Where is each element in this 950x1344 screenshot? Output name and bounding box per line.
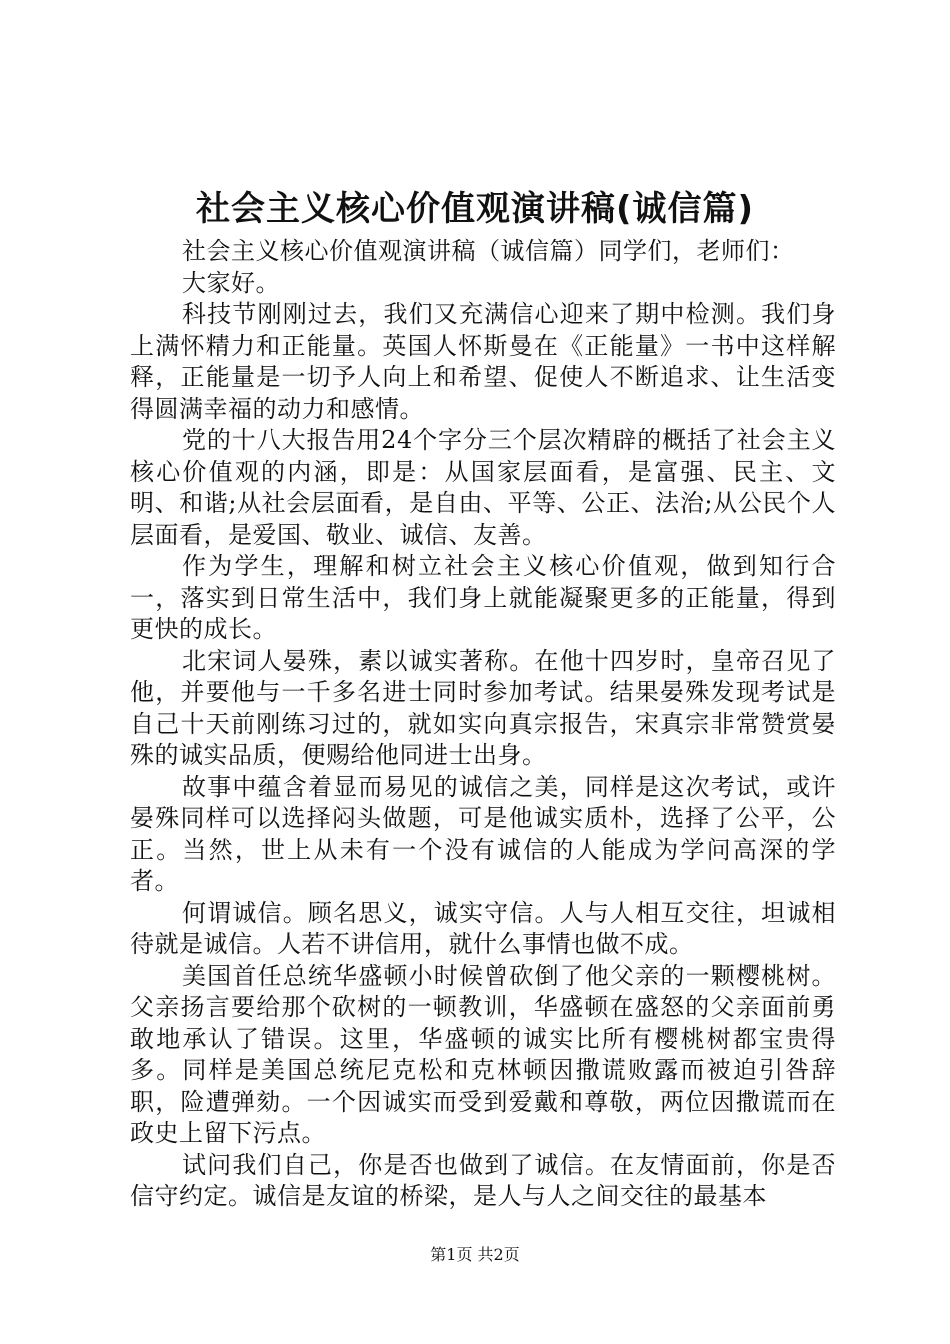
page-footer: 第1页 共2页: [430, 1245, 520, 1264]
document-title: 社会主义核心价值观演讲稿(诚信篇): [195, 189, 755, 229]
paragraph: 北宋词人晏殊，素以诚实著称。在他十四岁时，皇帝召见了他，并要他与一千多名进士同时参加考试。结果晏殊发现考试是自己十天前刚练习过的，就如实向真宗报告，宋真宗非常赞赏晏殊的诚实品质，便赐给他同进士出身。: [130, 646, 836, 769]
paragraph: 党的十八大报告用24个字分三个层次精辟的概括了社会主义核心价值观的内涵，即是：从国家层面看，是富强、民主、文明、和谐;从社会层面看，是自由、平等、公正、法治;从公民个人层面看，是爱国、敬业、诚信、友善。: [130, 426, 836, 549]
paragraph: 美国首任总统华盛顿小时候曾砍倒了他父亲的一颗樱桃树。父亲扬言要给那个砍树的一顿教训，华盛顿在盛怒的父亲面前勇敢地承认了错误。这里，华盛顿的诚实比所有樱桃树都宝贵得多。同样是美国总统尼克松和克林顿因撒谎败露而被迫引咎辞职，险遭弹劾。一个因诚实而受到爱戴和尊敬，两位因撒谎而在政史上留下污点。: [130, 961, 836, 1147]
paragraph: 何谓诚信。顾名思义，诚实守信。人与人相互交往，坦诚相待就是诚信。人若不讲信用，就什么事情也做不成。: [130, 898, 836, 958]
paragraph: 科技节刚刚过去，我们又充满信心迎来了期中检测。我们身上满怀精力和正能量。英国人怀斯曼在《正能量》一书中这样解释，正能量是一切予人向上和希望、促使人不断追求、让生活变得圆满幸福的动力和感情。: [130, 300, 836, 423]
paragraph: 社会主义核心价值观演讲稿（诚信篇）同学们，老师们：: [182, 237, 795, 265]
paragraph: 作为学生，理解和树立社会主义核心价值观，做到知行合一，落实到日常生活中，我们身上就能凝聚更多的正能量，得到更快的成长。: [130, 552, 836, 643]
paragraph: 故事中蕴含着显而易见的诚信之美，同样是这次考试，或许晏殊同样可以选择闷头做题，可是他诚实质朴，选择了公平，公正。当然，世上从未有一个没有诚信的人能成为学问高深的学者。: [130, 772, 836, 895]
document-body: [130, 236, 836, 1213]
paragraph: 大家好。: [182, 268, 280, 297]
paragraph: 试问我们自己，你是否也做到了诚信。在友情面前，你是否信守约定。诚信是友谊的桥梁，是人与人之间交往的最基本: [130, 1150, 836, 1210]
